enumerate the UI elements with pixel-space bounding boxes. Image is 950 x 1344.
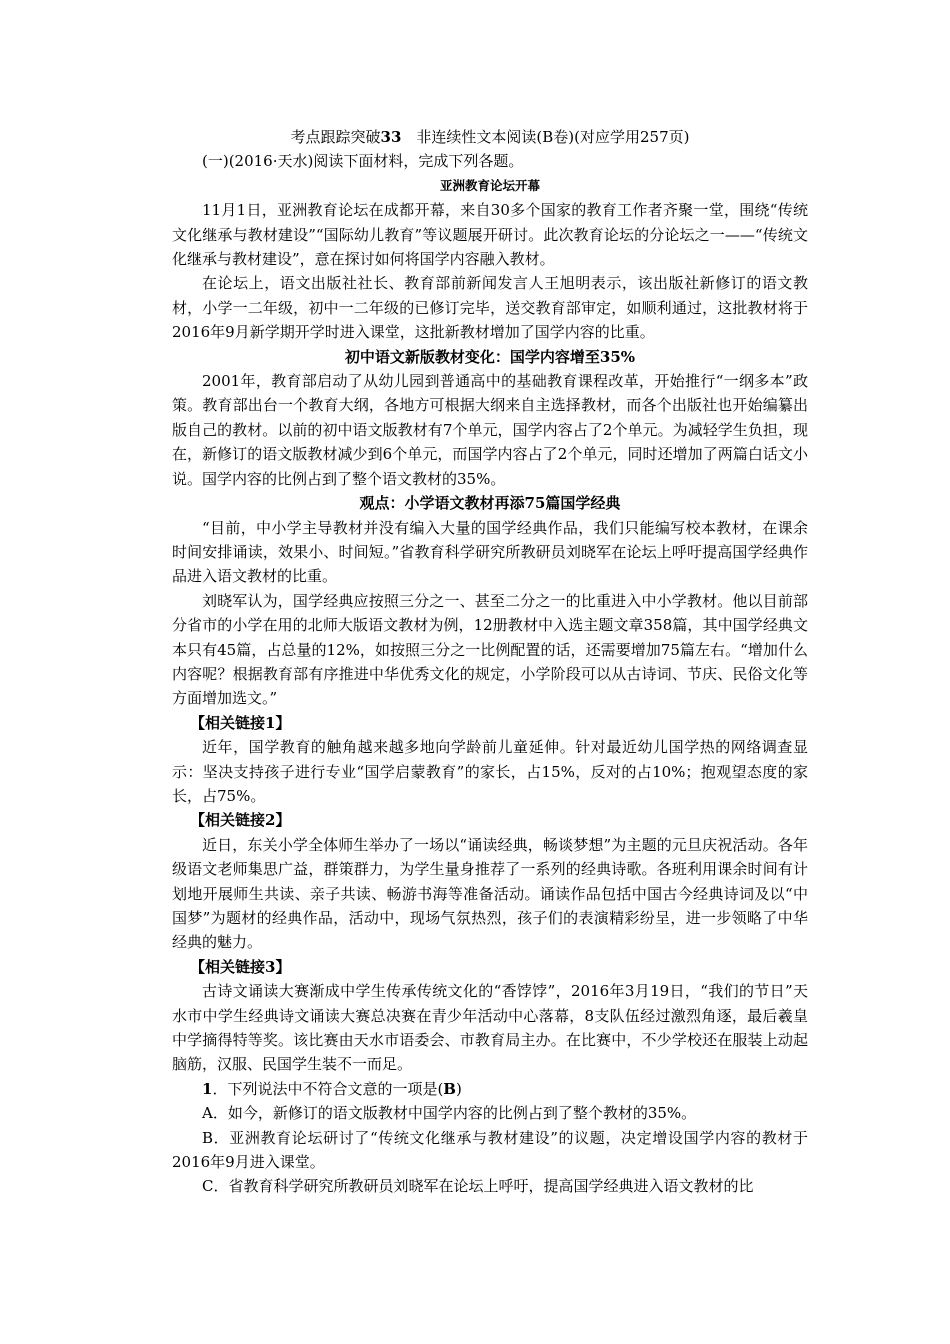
document-page bbox=[172, 125, 808, 1199]
related-link-1-label: 【相关链接1】 bbox=[190, 713, 291, 732]
reading-intro: (一)(2016·天水)阅读下面材料，完成下列各题。 bbox=[202, 152, 524, 171]
option-a: A．如今，新修订的语文版教材中国学内容的比例占到了整个教材的35%。 bbox=[202, 1104, 697, 1123]
section-title bbox=[172, 125, 808, 149]
related-link-1-text: 近年，国学教育的触角越来越多地向学龄前儿童延伸。针对最近幼儿国学热的网络调查显示：坚决支持孩子进行专业“国学启蒙教育”的家长，占15%，反对的占10%；抱观望态度的家长，占75%。 bbox=[172, 738, 808, 805]
question-answer: B bbox=[443, 1079, 456, 1098]
option-c: C．省教育科学研究所教研员刘晓军在论坛上呼吁，提高国学经典进入语文教材的比 bbox=[202, 1177, 754, 1196]
question-text-end: ) bbox=[455, 1079, 462, 1098]
related-link-2-label: 【相关链接2】 bbox=[190, 811, 291, 830]
title-number: 33 bbox=[380, 128, 402, 146]
related-link-2-text: 近日，东关小学全体师生举办了一场以“诵读经典，畅谈梦想”为主题的元旦庆祝活动。各年级语文老师集思广益，群策群力，为学生量身推荐了一系列的经典诗歌。各班利用课余时间有计划地开展师生共读、亲子共读、畅游书海等准备活动。诵读作品包括中国古今经典诗词及以“中国梦”为题材的经典作品，活动中，现场气氛热烈，孩子们的表演精彩纷呈，进一步领略了中华经典的魅力。 bbox=[172, 835, 808, 952]
article-subheading-2: 观点：小学语文教材再添75篇国学经典 bbox=[359, 494, 621, 513]
option-b: B．亚洲教育论坛研讨了“传统文化继承与教材建设”的议题，决定增设国学内容的教材于2016年9月进入课堂。 bbox=[172, 1128, 808, 1172]
title-prefix: 考点跟踪突破 bbox=[290, 128, 381, 146]
article-subheading-1: 初中语文新版教材变化：国学内容增至35% bbox=[344, 347, 636, 366]
article-paragraph-5: 刘晓军认为，国学经典应按照三分之一、甚至二分之一的比重进入中小学教材。他以目前部分省市的小学在用的北师大版语文教材为例，12册教材中入选主题文章358篇，其中国学经典文本只有45篇，占总量的12%，如按照三分之一比例配置的话，还需要增加75篇左右。“增加什么内容呢？根据教育部有序推进中华优秀文化的规定，小学阶段可以从古诗词、节庆、民俗文化等方面增加选文。” bbox=[172, 591, 808, 708]
related-link-3-label: 【相关链接3】 bbox=[190, 957, 291, 976]
question-number: 1 bbox=[202, 1079, 213, 1098]
question-text: ．下列说法中不符合文意的一项是( bbox=[212, 1079, 444, 1098]
article-paragraph-4: “目前，中小学主导教材并没有编入大量的国学经典作品，我们只能编写校本教材，在课余时间安排诵读，效果小、时间短。”省教育科学研究所教研员刘晓军在论坛上呼吁提高国学经典作品进入语文教材的比重。 bbox=[172, 518, 808, 586]
article-paragraph-3: 2001年，教育部启动了从幼儿园到普通高中的基础教育课程改革，开始推行“一纲多本”政策。教育部出台一个教育大纲，各地方可根据大纲来自主选择教材，而各个出版社也开始编纂出版自己的教材。以前的初中语文版教材有7个单元，国学内容占了2个单元。为减轻学生负担，现在，新修订的语文版教材减少到6个单元，而国学内容占了2个单元，同时还增加了两篇白话文小说。国学内容的比例占到了整个语文教材的35%。 bbox=[172, 372, 808, 488]
question-1-stem bbox=[172, 1077, 808, 1101]
article-paragraph-1: 11月1日，亚洲教育论坛在成都开幕，来自30多个国家的教育工作者齐聚一堂，围绕“传统文化继承与教材建设”“国际幼儿教育”等议题展开研讨。此次教育论坛的分论坛之一——“传统文化继承与教材建设”，意在探讨如何将国学内容融入教材。 bbox=[172, 201, 808, 269]
title-suffix: 非连续性文本阅读(B卷)(对应学用257页) bbox=[401, 128, 690, 146]
article-headline: 亚洲教育论坛开幕 bbox=[439, 177, 540, 193]
article-paragraph-2: 在论坛上，语文出版社社长、教育部前新闻发言人王旭明表示，该出版社新修订的语文教材，小学一二年级，初中一二年级的已修订完毕，送交教育部审定，如顺利通过，这批教材将于2016年9月新学期开学时进入课堂，这批新教材增加了国学内容的比重。 bbox=[172, 274, 808, 342]
related-link-3-text: 古诗文诵读大赛渐成中学生传承传统文化的“香饽饽”，2016年3月19日，“我们的节日”天水市中学生经典诗文诵读大赛总决赛在青少年活动中心落幕，8支队伍经过激烈角逐，最后羲皇中学摘得特等奖。该比赛由天水市语委会、市教育局主办。在比赛中，不少学校还在服装上动起脑筋，汉服、民国学生装不一而足。 bbox=[172, 982, 808, 1074]
